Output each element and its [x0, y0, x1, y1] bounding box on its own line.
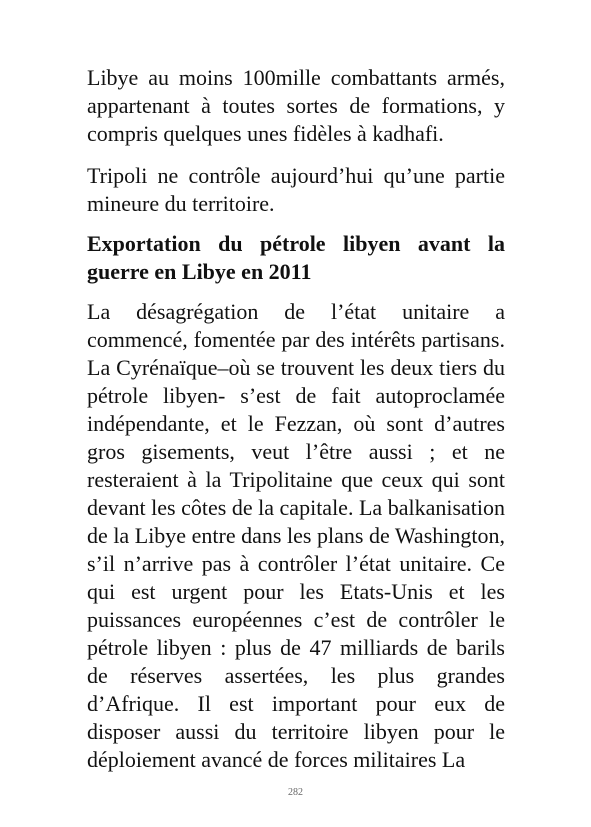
page-content	[87, 64, 505, 774]
paragraph-tripoli: Tripoli ne contrôle aujourd’hui qu’une partie mineure du territoire.	[87, 163, 505, 216]
section-heading: Exportation du pétrole libyen avant la guerre en Libye en 2011	[87, 231, 505, 284]
paragraph-combattants: Libye au moins 100mille combattants armés, appartenant à toutes sortes de formations, y compris quelques unes fidèles à kadhafi.	[87, 65, 505, 146]
page-number: 282	[288, 787, 303, 798]
paragraph-desagregation: La désagrégation de l’état unitaire a commencé, fomentée par des intérêts partisans. La Cyrénaïque–où se trouvent les deux tiers du pétrole libyen- s’est de fait autoproclamée indépendante, et le Fezzan, où sont d’autres gros gisements, veut l’être aussi ; et ne resteraient à la Tripolitaine que ceux qui sont devant les côtes de la capitale. La balkanisation de la Libye entre dans les plans de Washington, s’il n’arrive pas à contrôler l’état unitaire. Ce qui est urgent pour les Etats-Unis et les puissances européennes c’est de contrôler le pétrole libyen : plus de 47 milliards de barils de réserves assertées, les plus grandes d’Afrique. Il est important pour eux de disposer aussi du territoire libyen pour le déploiement avancé de forces militaires La	[87, 299, 505, 772]
